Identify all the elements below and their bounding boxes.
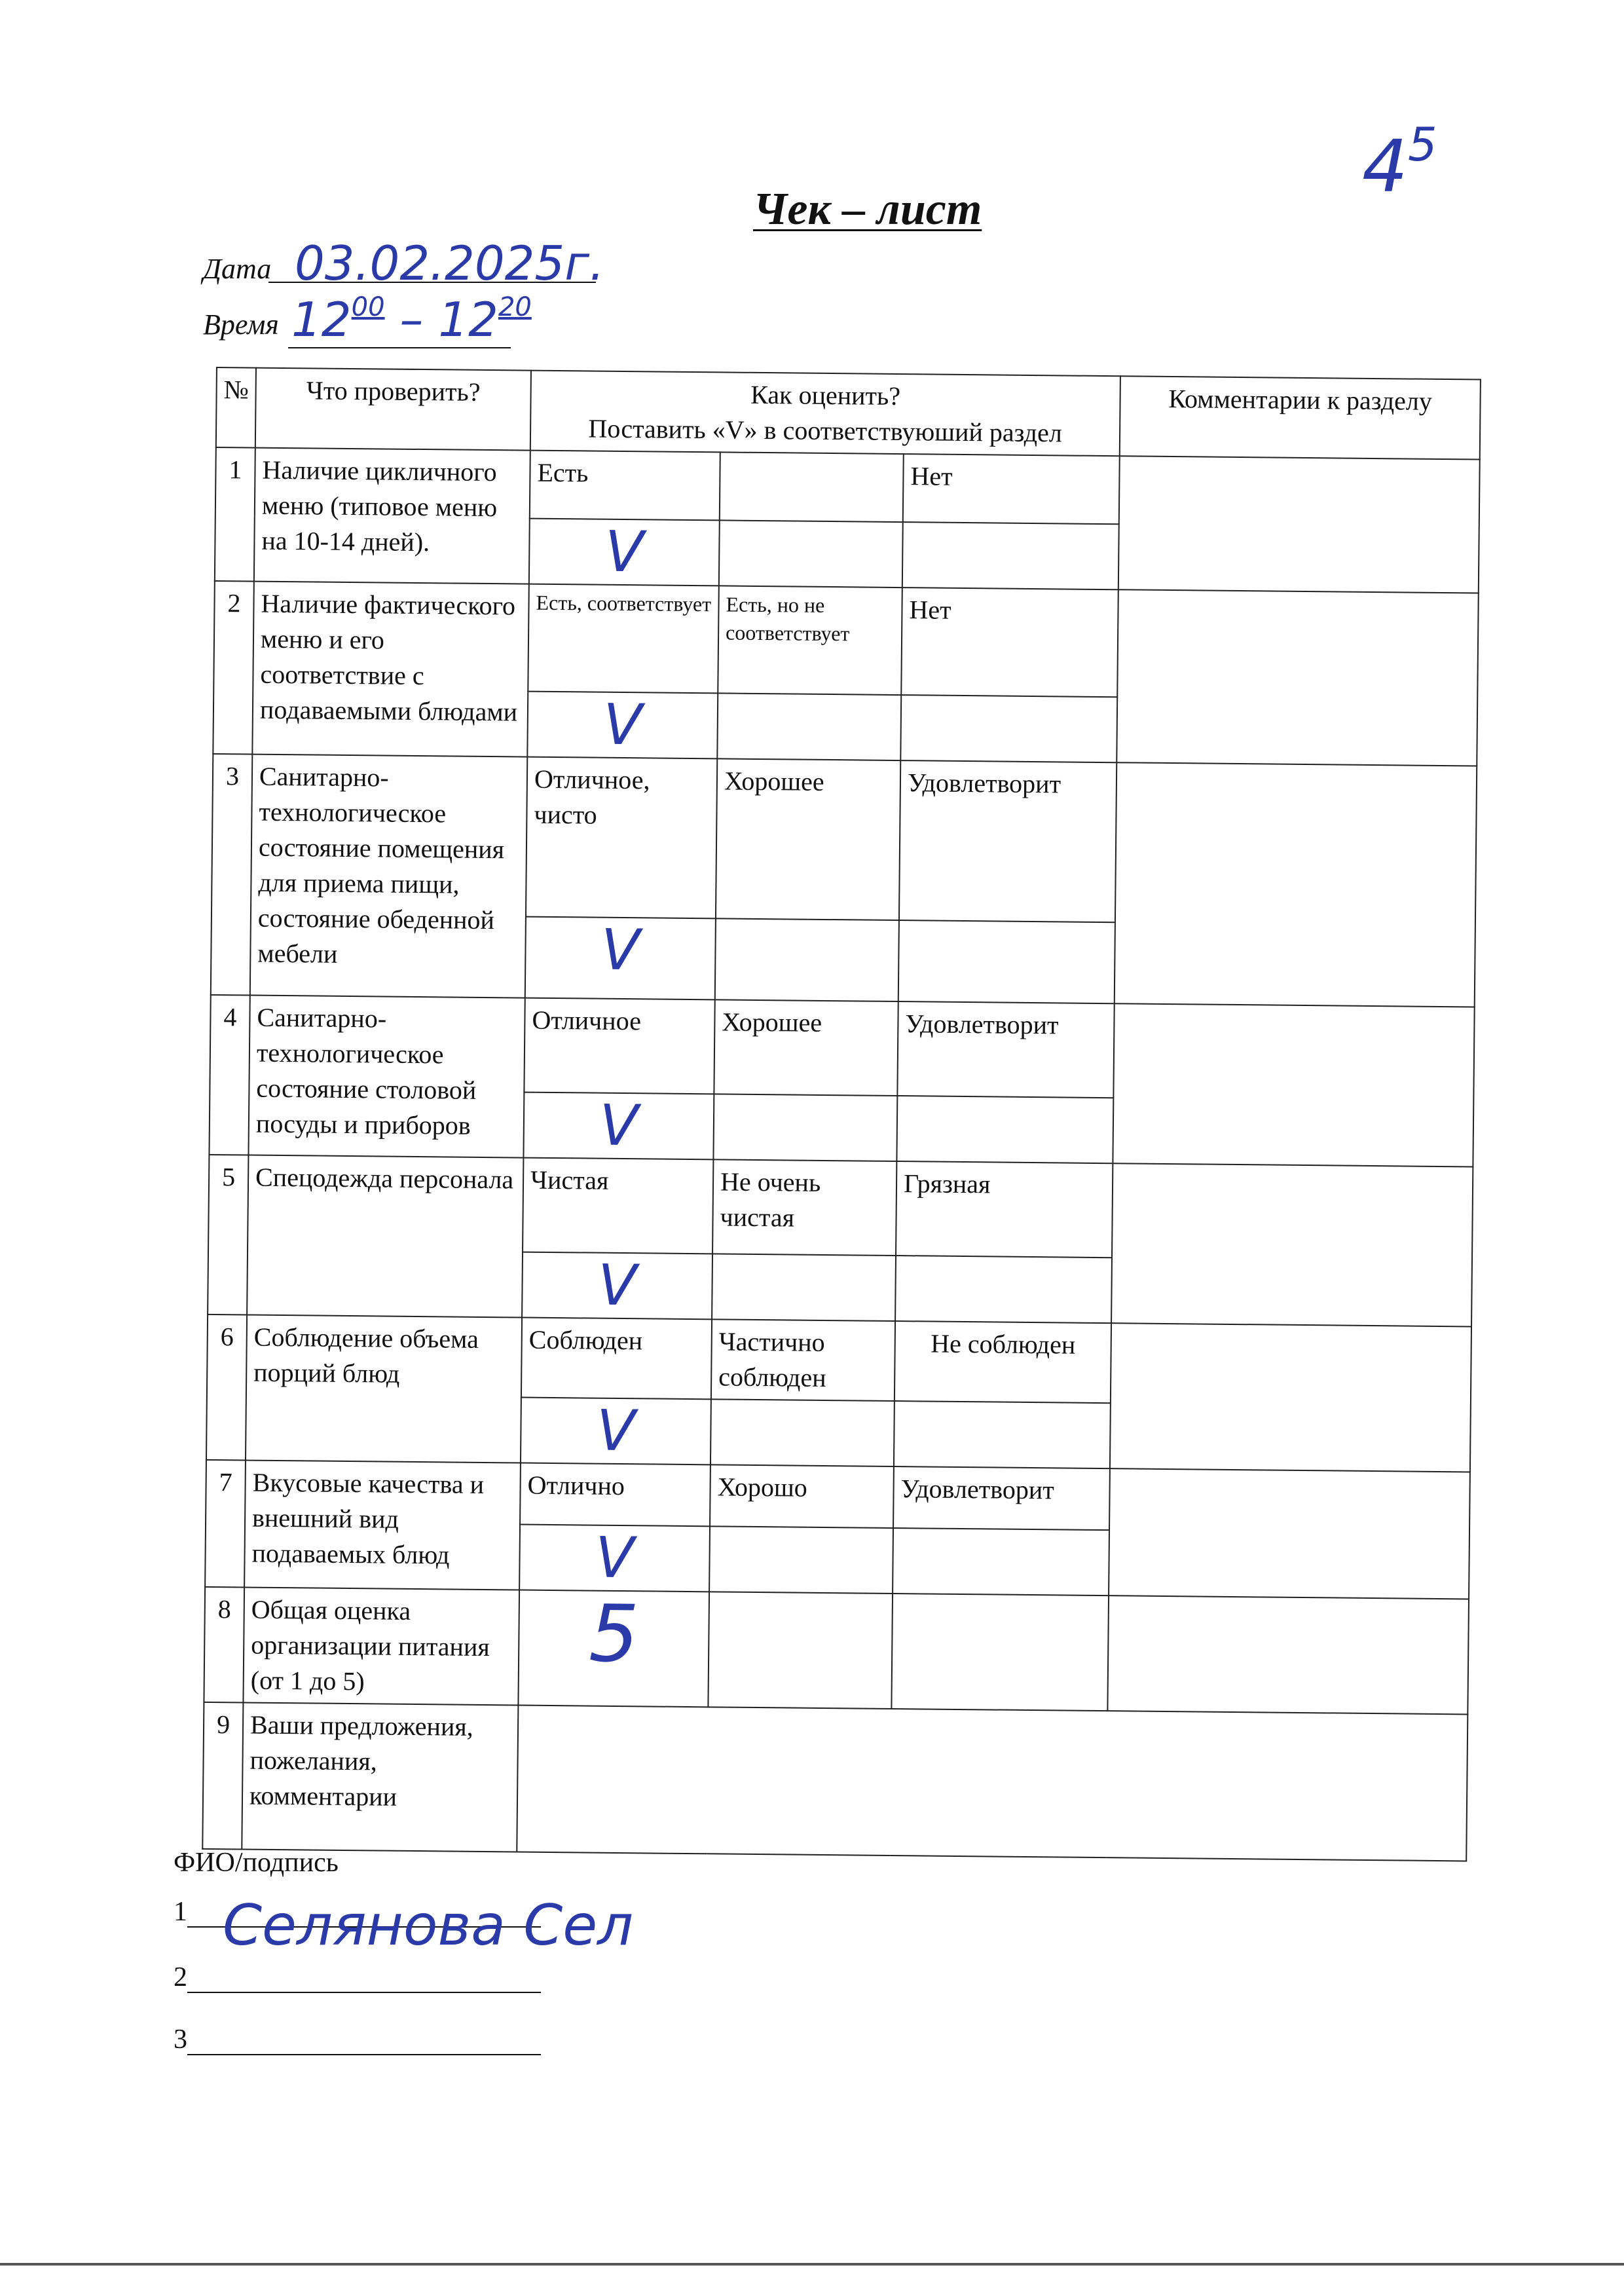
signature-number: 2 [174, 1962, 187, 1992]
option-label: Удовлетворит [893, 1466, 1110, 1530]
grade-empty-cell[interactable] [708, 1592, 893, 1709]
mark-cell[interactable] [710, 1399, 895, 1466]
comment-cell[interactable] [1115, 762, 1477, 1007]
comment-cell[interactable] [1113, 1003, 1474, 1166]
handwritten-check-mark: V [595, 1525, 635, 1592]
mark-cell[interactable] [900, 695, 1117, 762]
time-row [203, 308, 279, 341]
signature-line-2 [174, 1962, 541, 1993]
table-row [213, 581, 1479, 701]
date-row [203, 252, 271, 286]
signature-number: 1 [174, 1897, 187, 1927]
date-value: 03.02.2025г. [295, 236, 604, 291]
mark-cell[interactable] [527, 692, 718, 759]
table-row [210, 995, 1474, 1102]
row-criterion: Спецодежда персонала [247, 1155, 523, 1318]
handwritten-signature: Селянова Сел [223, 1893, 634, 1958]
row-number: 9 [202, 1702, 243, 1850]
scan-edge-line [0, 2263, 1624, 2266]
mark-cell[interactable] [896, 1096, 1113, 1163]
option-label: Нет [903, 454, 1120, 524]
row-number: 8 [204, 1587, 244, 1703]
option-label: Грязная [896, 1161, 1113, 1258]
table-row [202, 1702, 1467, 1861]
mark-cell[interactable] [709, 1526, 893, 1594]
row-number: 4 [209, 995, 249, 1155]
row-number: 1 [215, 447, 255, 582]
table-row [206, 1460, 1470, 1534]
signature-label: ФИО/подпись [174, 1848, 339, 1878]
table-row [212, 754, 1477, 926]
option-label: Отличное, чисто [526, 757, 717, 919]
handwritten-check-mark: V [604, 519, 644, 586]
row-criterion: Вкусовые качества и внешний вид подаваемых блюд [244, 1461, 521, 1590]
mark-cell[interactable] [717, 693, 901, 760]
option-label: Удовлетворит [899, 760, 1116, 922]
comment-cell[interactable] [1110, 1323, 1471, 1472]
option-label: Есть [530, 451, 720, 521]
option-label: Хорошее [716, 758, 900, 920]
row-number: 5 [208, 1155, 248, 1315]
suggestions-cell[interactable] [517, 1706, 1467, 1861]
table-row [208, 1155, 1473, 1261]
mark-cell[interactable] [715, 918, 899, 1001]
header-row [216, 367, 1481, 460]
row-criterion: Санитарно-технологическое состояние помещения для приема пищи, состояние обеденной мебели [250, 755, 528, 998]
signature-underline [187, 1966, 541, 1993]
mark-cell[interactable] [713, 1094, 897, 1161]
table-row [204, 1587, 1469, 1715]
mark-cell[interactable] [712, 1254, 896, 1321]
row-criterion: Ваши предложения, пожелания, комментарии [242, 1702, 518, 1852]
mark-cell[interactable] [902, 522, 1119, 589]
row-number: 6 [206, 1315, 247, 1461]
table-row [215, 447, 1480, 528]
option-label [720, 452, 904, 522]
option-label: Нет [901, 588, 1118, 697]
header-number: № [216, 367, 256, 448]
comment-cell[interactable] [1111, 1163, 1473, 1326]
mark-cell[interactable] [895, 1256, 1112, 1323]
mark-cell[interactable] [525, 917, 716, 1000]
row-criterion: Наличие фактического меню и его соответствие с подаваемыми блюдами [252, 582, 529, 757]
row-criterion: Санитарно-технологическое состояние столовой посуды и приборов [248, 996, 525, 1158]
mark-cell[interactable] [894, 1401, 1111, 1468]
handwritten-grade-mark: $4^5$ [1362, 118, 1437, 208]
checklist-table [202, 367, 1481, 1861]
table-row [207, 1315, 1471, 1407]
handwritten-check-mark: V [597, 1252, 637, 1319]
option-label: Не очень чистая [712, 1159, 896, 1256]
header-what-to-check: Что проверить? [255, 368, 531, 451]
mark-cell[interactable] [719, 520, 903, 588]
comment-cell[interactable] [1109, 1468, 1470, 1599]
option-label: Удовлетворит [897, 1001, 1114, 1098]
handwritten-grade: 5 [588, 1588, 640, 1681]
option-label: Отлично [520, 1463, 710, 1527]
option-label: Чистая [523, 1158, 713, 1254]
option-label: Частично соблюден [711, 1319, 895, 1401]
option-label: Есть, но не соответствует [718, 586, 902, 695]
signature-line-3 [174, 2024, 541, 2055]
date-label: Дата [203, 253, 272, 285]
handwritten-check-mark: V [600, 917, 640, 984]
row-number: 3 [211, 754, 253, 996]
header-how-line2: Поставить «V» в соответствуюший раздел [588, 413, 1063, 448]
row-criterion: Общая оценка организации питания (от 1 до 5) [243, 1587, 519, 1705]
header-comments: Комментарии к разделу [1120, 376, 1481, 459]
header-how-to-evaluate [530, 371, 1120, 457]
mark-cell[interactable] [519, 1525, 710, 1592]
page-title: Чек – лист [753, 184, 982, 234]
header-how-line1: Как оценить? [750, 379, 901, 411]
signature-underline [187, 2028, 541, 2055]
time-underline [288, 347, 511, 348]
time-label: Время [203, 308, 279, 341]
option-label: Соблюден [521, 1318, 712, 1400]
mark-cell[interactable] [523, 1092, 714, 1160]
grade-cell[interactable] [518, 1590, 709, 1707]
mark-cell[interactable] [522, 1252, 712, 1320]
handwritten-check-mark: V [599, 1092, 638, 1159]
option-label: Есть, соответствует [528, 584, 719, 694]
option-label: Отличное [524, 998, 714, 1094]
option-label: Хорошо [710, 1465, 894, 1528]
comment-cell[interactable] [1107, 1595, 1469, 1714]
mark-cell[interactable] [529, 519, 720, 586]
handwritten-check-mark: V [596, 1398, 636, 1465]
grade-empty-cell[interactable] [891, 1594, 1109, 1711]
signature-number: 3 [174, 2024, 187, 2055]
time-value: $12^{00} - 12^{20}$ [291, 292, 532, 347]
option-label: Хорошее [714, 999, 898, 1096]
handwritten-check-mark: V [602, 692, 642, 758]
mark-cell[interactable] [893, 1528, 1109, 1595]
comment-cell[interactable] [1118, 456, 1480, 593]
option-label: Не соблюден [895, 1321, 1111, 1403]
row-criterion: Соблюдение объема порций блюд [246, 1315, 522, 1463]
mark-cell[interactable] [521, 1398, 711, 1465]
mark-cell[interactable] [898, 920, 1115, 1003]
row-number: 7 [205, 1460, 246, 1588]
row-number: 2 [213, 581, 254, 755]
row-criterion: Наличие цикличного меню (типовое меню на 10-14 дней). [254, 448, 530, 584]
comment-cell[interactable] [1116, 589, 1479, 766]
